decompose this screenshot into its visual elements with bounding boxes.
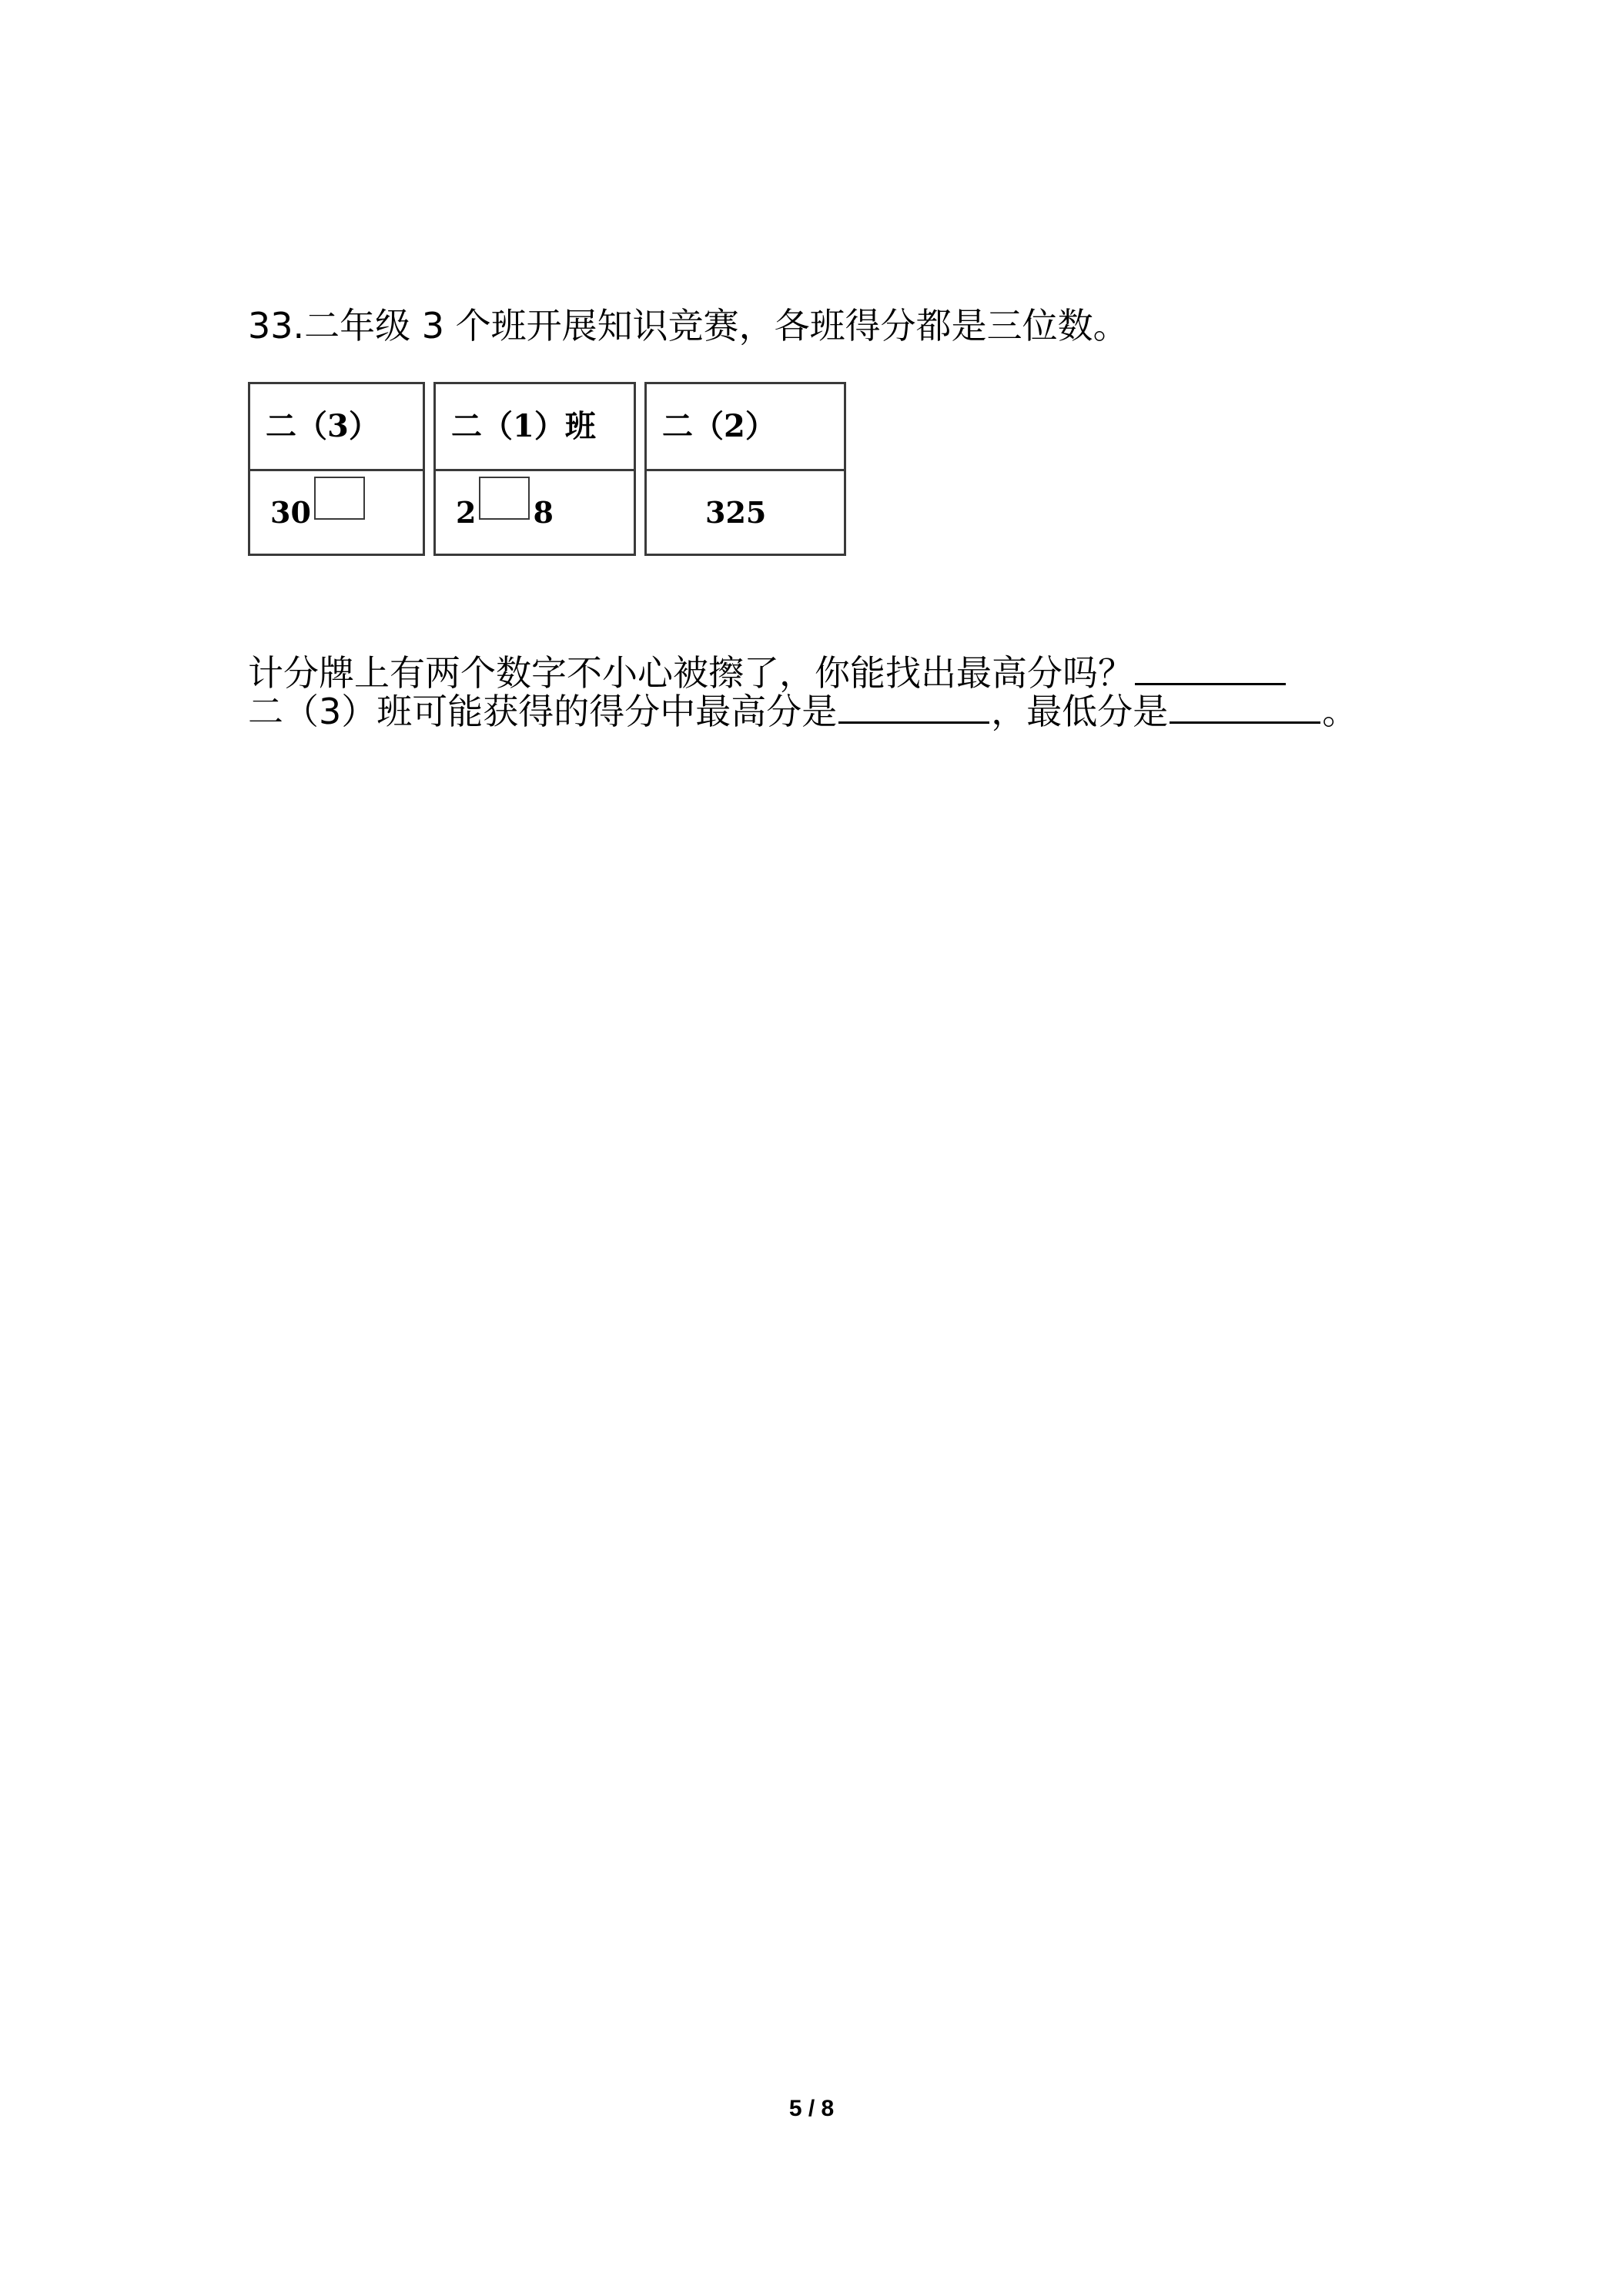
scoreboard-score bbox=[436, 471, 634, 554]
question-text: 计分牌上有两个数字不小心被擦了，你能找出最高分吗？ bbox=[248, 652, 1133, 694]
answer-blank-class3-lowest[interactable] bbox=[1170, 688, 1320, 724]
score-digits: 8 bbox=[533, 495, 554, 530]
score-digits: 30 bbox=[270, 495, 311, 530]
scoreboard-class-3 bbox=[248, 382, 425, 556]
scoreboard-score bbox=[647, 471, 844, 554]
erased-digit-box bbox=[314, 477, 365, 520]
answer-blank-class3-highest[interactable] bbox=[838, 688, 989, 724]
scoreboard-class-label: 二（3） bbox=[250, 384, 423, 471]
score-digits: 2 bbox=[456, 495, 477, 530]
question-line-class3-range bbox=[248, 688, 1357, 735]
scoreboard-class-2 bbox=[644, 382, 846, 556]
question-title: 33.二年级 3 个班开展知识竞赛，各班得分都是三位数。 bbox=[248, 305, 1129, 346]
scoreboard-class-label: 二（1）班 bbox=[436, 384, 634, 471]
erased-digit-box bbox=[479, 477, 530, 520]
question-text: 二（3）班可能获得的得分中最高分是 bbox=[248, 691, 838, 732]
scoreboard-score bbox=[250, 471, 423, 554]
scoreboard-class-1 bbox=[433, 382, 636, 556]
question-text: ，最低分是 bbox=[991, 691, 1169, 732]
page-number: 5 / 8 bbox=[788, 2096, 835, 2121]
answer-blank-highest-overall[interactable] bbox=[1135, 649, 1286, 685]
scoreboard-class-label: 二（2） bbox=[647, 384, 844, 471]
question-text: 。 bbox=[1322, 691, 1358, 732]
score-digits: 325 bbox=[705, 495, 767, 530]
